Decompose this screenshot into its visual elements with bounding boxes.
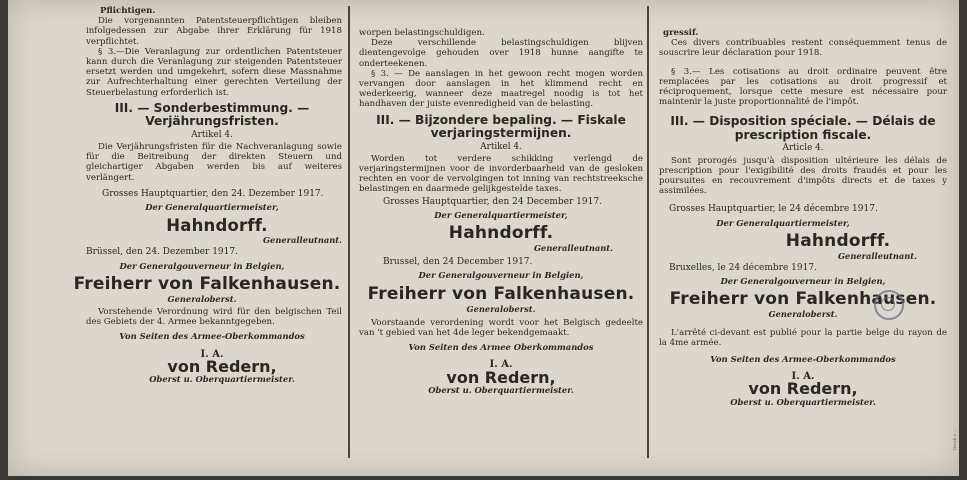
dutch-title-1: Der Generalquartiermeister,: [434, 209, 568, 220]
german-article: Artikel 4.: [191, 129, 233, 140]
german-intro: Die vorgenannten Patentsteuerpflichtigen bleiben infolgedessen zur Abgabe ihrer Erklärung für 1918 verpflichtet.: [86, 16, 342, 47]
german-notice: Vorstehende Verordnung wird für den belgischen Teil des Gebiets der 4. Armee bekanntgegeben.: [86, 307, 342, 328]
french-rank-2: Generaloberst.: [768, 309, 838, 320]
french-notice: L'arrêté ci-devant est publié pour la partie belge du rayon de la 4me armée.: [659, 327, 947, 348]
french-title-1: Der Generalquartiermeister,: [716, 217, 850, 228]
french-title-2: Der Generalgouverneur in Belgien,: [720, 276, 886, 287]
dutch-command: Von Seiten des Armee Oberkommandos: [408, 342, 594, 353]
dutch-name-1: Hahndorff.: [448, 223, 554, 244]
french-date-1: Grosses Hauptquartier, le 24 décembre 1917.: [669, 204, 878, 215]
dutch-notice: Voorstaande verordening wordt voor het Belgisch gedeelte van 't gebied van het 4de leger bekendgemaakt.: [359, 317, 643, 339]
dutch-ia: I. A.: [489, 359, 513, 371]
dutch-article-text: Worden tot verdere schikking verlengd de verjaringstermijnen voor de invorderbaarheid van de gesloken rechten en voor de vervolgingen tot inning van rechtstreeksche belastingen en daarmede gelijkgestelde taxes.: [359, 153, 643, 195]
french-section-title: III. — Disposition spéciale. — Délais de prescription fiscale.: [670, 114, 936, 142]
german-heading: Pflichtigen.: [100, 6, 156, 16]
german-date-1: Grosses Hauptquartier, den 24. Dezember 1917.: [102, 188, 324, 199]
german-rank-3: Oberst u. Oberquartiermeister.: [149, 374, 295, 385]
dutch-name-3: von Redern,: [446, 367, 556, 387]
german-title-2: Der Generalgouverneur in Belgien,: [119, 260, 285, 271]
circular-stamp-icon: [874, 290, 904, 320]
dutch-rank-3: Oberst u. Oberquartiermeister.: [428, 384, 574, 395]
french-name-3: von Redern,: [748, 379, 858, 399]
dutch-rank-1: Generalleutnant.: [533, 243, 613, 254]
poster-sheet: [8, 0, 959, 476]
french-para3: § 3.— Les cotisations au droit ordinaire peuvent être remplacées par les cotisations au droit progressif et réciproquement, lorsque cette mesure est nécessaire pour maintenir la juste proportionnalité de l'impôt.: [659, 66, 947, 108]
french-date-2: Bruxelles, le 24 décembre 1917.: [669, 263, 817, 274]
french-intro: Ces divers contribuables restent conséquemment tenus de souscrire leur déclaration pour 1918.: [659, 38, 947, 59]
french-rank-3: Oberst u. Oberquartiermeister.: [730, 396, 876, 407]
dutch-column: [359, 0, 643, 462]
french-rank-1: Generalleutnant.: [837, 250, 917, 261]
dutch-rank-2: Generaloberst.: [466, 303, 536, 314]
german-title-1: Der Generalquartiermeister,: [145, 202, 279, 213]
german-article-text: Die Verjährungsfristen für die Nachveranlagung sowie für die Beitreibung der direkten Steuern und gleichartiger Abgaben werden bis auf weiteres verlängert.: [86, 142, 342, 183]
dutch-heading: worpen belastingschuldigen.: [359, 28, 485, 38]
german-name-3: von Redern,: [167, 356, 277, 376]
dutch-article: Artikel 4.: [480, 141, 522, 152]
dutch-para3: § 3. — De aanslagen in het gewoon recht mogen worden vervangen door aanslagen in het klimmend recht en wederkeerig, wanneer deze maatregel noodig is tot het handhaven der juiste evenredigheid van de belasting.: [359, 68, 643, 110]
french-command: Von Seiten des Armee-Oberkommandos: [710, 354, 896, 365]
dutch-section-title: III. — Bijzondere bepaling. — Fiskale verjaringstermijnen.: [376, 112, 626, 141]
german-rank-2: Generaloberst.: [167, 293, 237, 304]
german-section-title: III. — Sonderbestimmung. — Verjährungsfristen.: [114, 100, 310, 129]
french-article-text: Sont prorogés jusqu'à disposition ultérieure les délais de prescription pour l'exigibilité des droits fraudés et pour les poursuites en recouvrement d'impôts directs et de taxes y assimilées.: [659, 155, 947, 197]
dutch-title-2: Der Generalgouverneur in Belgien,: [418, 270, 584, 281]
french-article: Article 4.: [782, 143, 824, 154]
german-ia: I. A.: [200, 348, 224, 360]
french-name-1: Hahndorff.: [785, 230, 891, 251]
french-column: [659, 0, 947, 462]
german-name-2: Freiherr von Falkenhausen.: [73, 273, 341, 294]
printer-mark: Druck v. ...: [952, 428, 957, 450]
german-rank-1: Generalleutnant.: [262, 235, 342, 246]
german-command: Von Seiten des Armee-Oberkommandos: [119, 331, 305, 342]
dutch-name-2: Freiherr von Falkenhausen.: [367, 283, 635, 304]
german-para3: § 3.—Die Veranlagung zur ordentlichen Patentsteuer kann durch die Veranlagung zur steigenden Patentsteuer ersetzt werden und umgekehrt, sofern diese Massnahme zur Aufrechterhaltung einer gerechten Verteilung der Steuerbelastung erforderlich ist.: [86, 46, 342, 98]
column-divider-2: [647, 6, 649, 458]
french-heading: gressif.: [663, 28, 699, 38]
french-name-2: Freiherr von Falkenhausen.: [669, 289, 937, 310]
german-name-1: Hahndorff.: [166, 216, 268, 236]
dutch-date-2: Brussel, den 24 December 1917.: [383, 257, 533, 268]
german-column: [22, 0, 342, 462]
german-date-2: Brüssel, den 24. Dezember 1917.: [86, 247, 238, 258]
dutch-date-1: Grosses Hauptquartier, den 24 December 1917.: [383, 196, 602, 207]
dutch-intro: Deze verschillende belastingschuldigen blijven dientengevolge gehouden over 1918 hunne aangifte te onderteekenen.: [359, 38, 643, 69]
french-ia: I. A.: [791, 371, 815, 383]
column-divider-1: [348, 6, 350, 458]
